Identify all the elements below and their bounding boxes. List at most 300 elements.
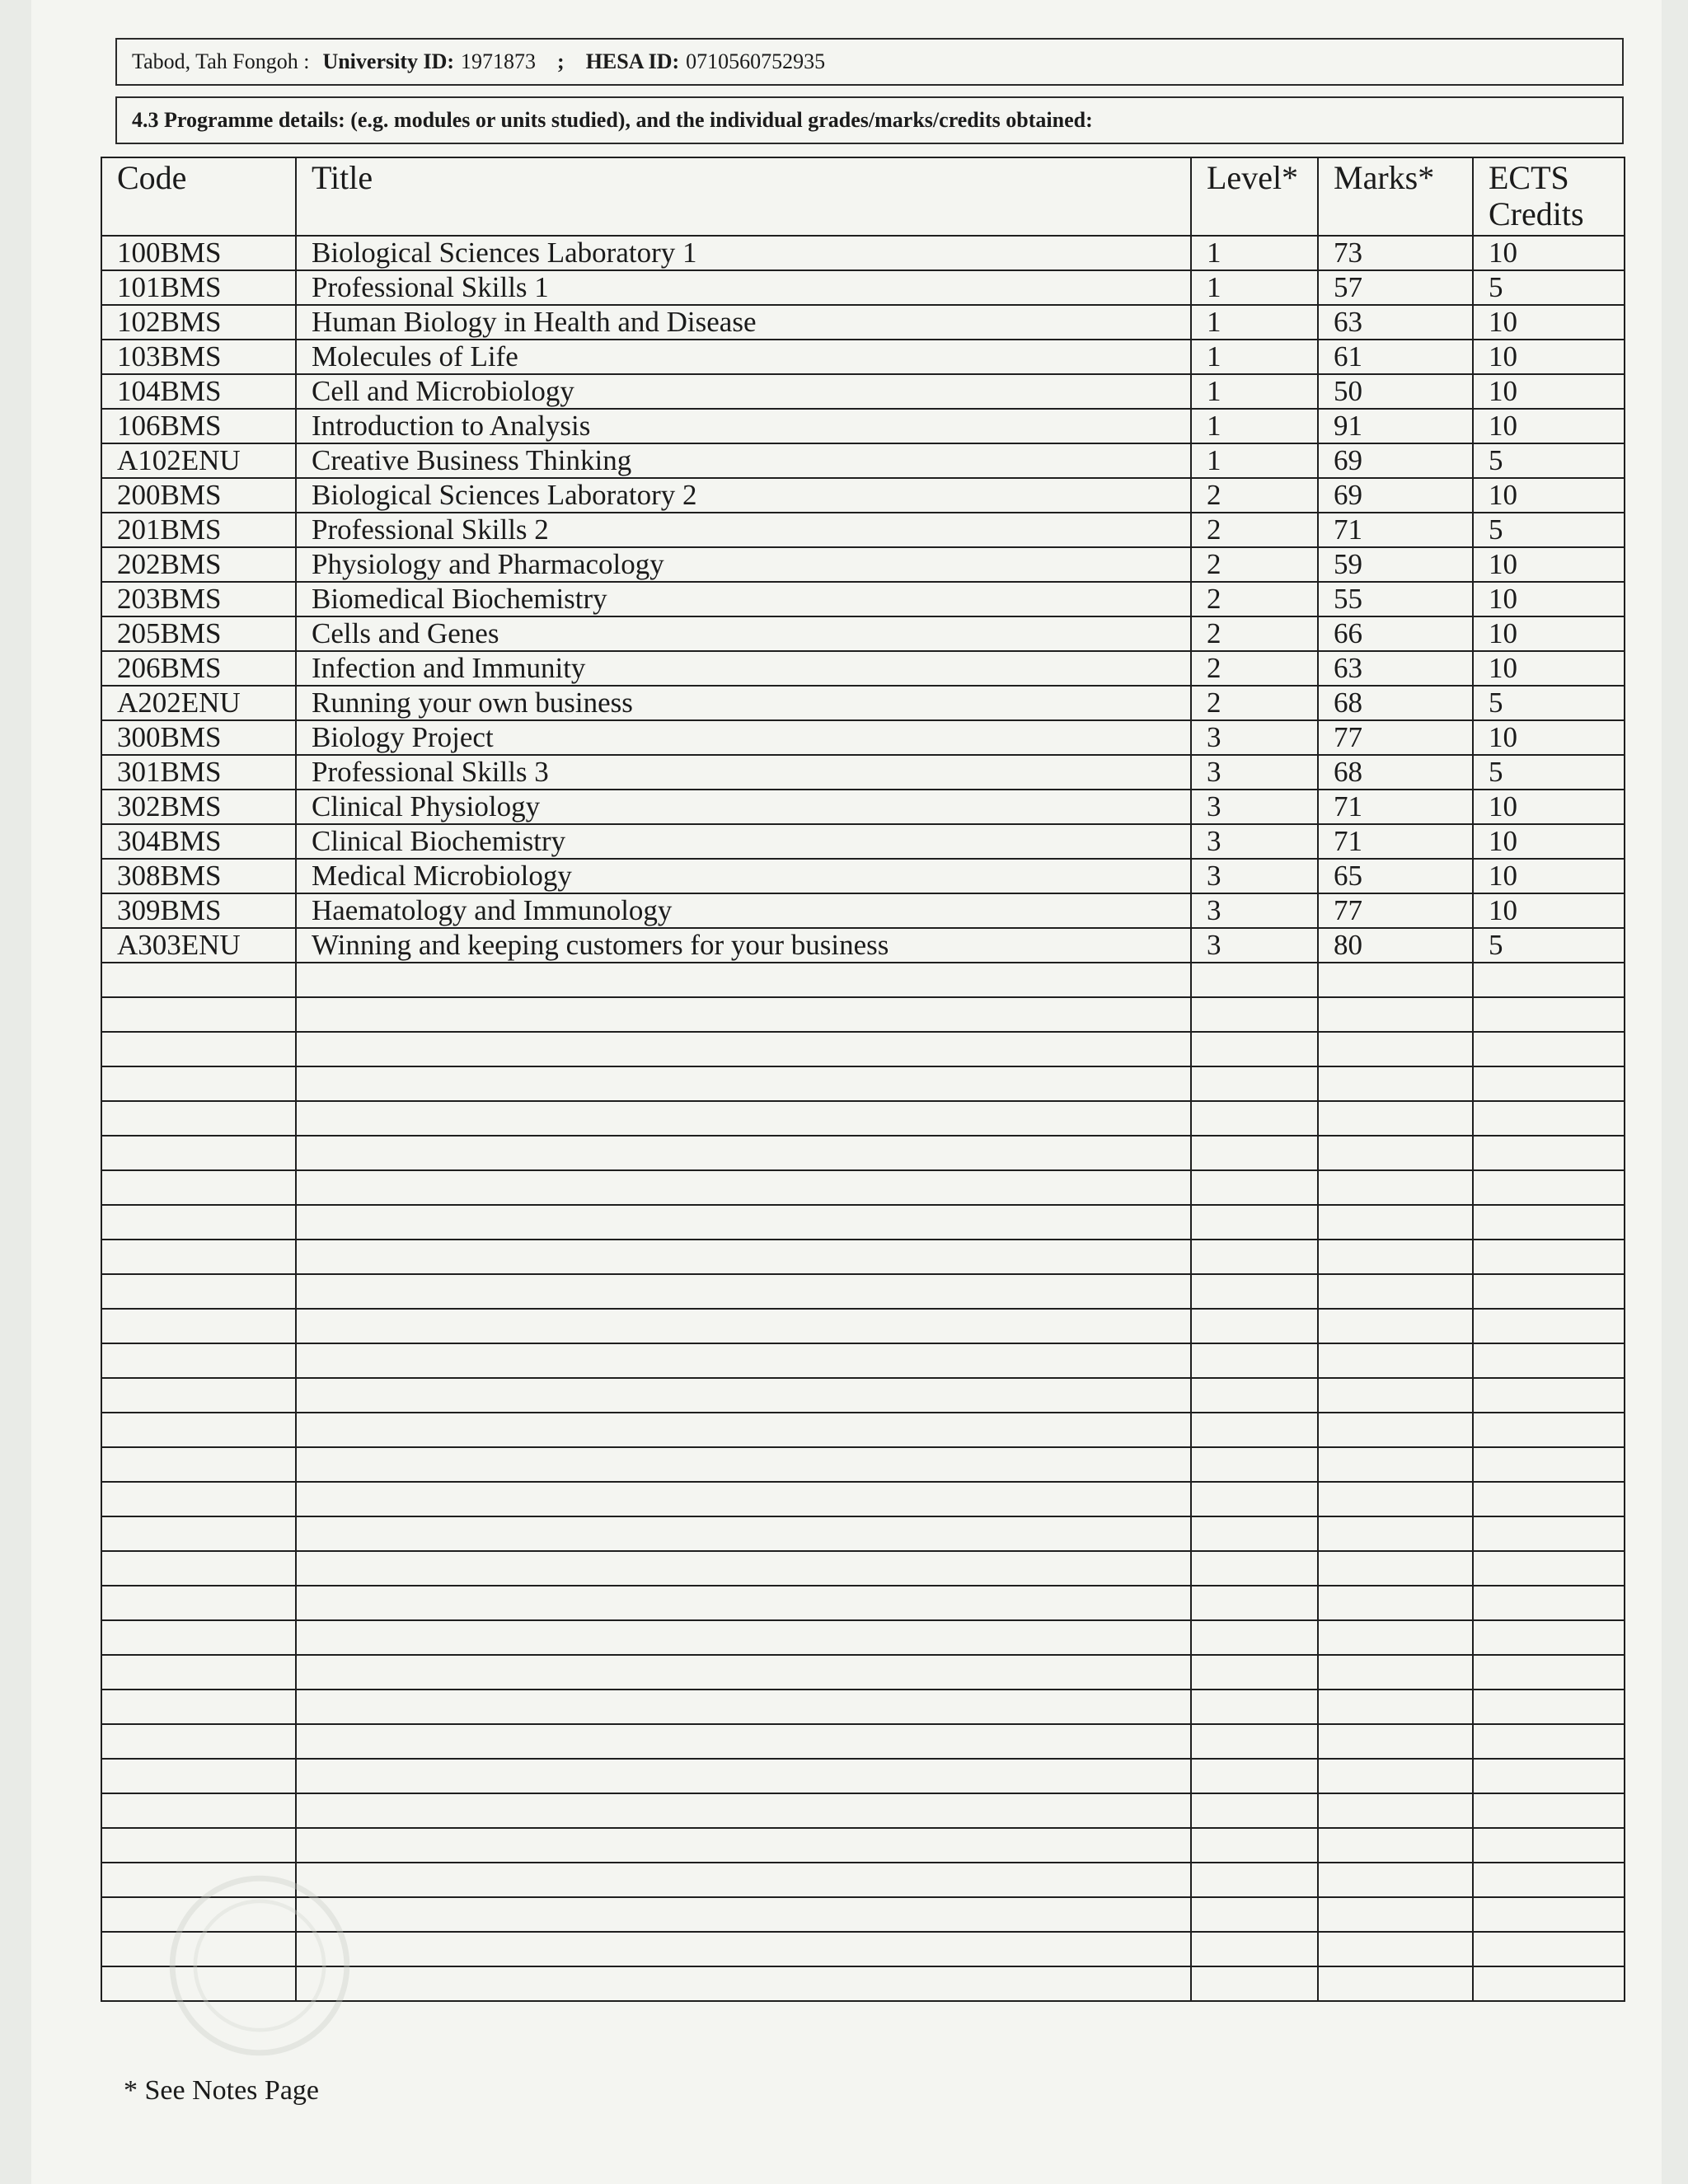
cell-title: Infection and Immunity xyxy=(296,651,1191,686)
empty-cell xyxy=(101,1240,296,1274)
empty-cell xyxy=(1473,1447,1625,1482)
empty-cell xyxy=(296,1690,1191,1724)
cell-marks: 65 xyxy=(1318,859,1473,893)
cell-level: 1 xyxy=(1191,409,1318,443)
empty-cell xyxy=(296,1343,1191,1378)
empty-cell xyxy=(1318,1897,1473,1932)
cell-ects: 5 xyxy=(1473,513,1625,547)
empty-cell xyxy=(1318,1032,1473,1066)
cell-title: Haematology and Immunology xyxy=(296,893,1191,928)
empty-cell xyxy=(1473,1551,1625,1586)
empty-cell xyxy=(296,1863,1191,1897)
cell-level: 1 xyxy=(1191,340,1318,374)
empty-cell xyxy=(1191,1413,1318,1447)
table-row xyxy=(101,928,1625,963)
empty-row xyxy=(101,1516,1625,1551)
empty-row xyxy=(101,1690,1625,1724)
empty-cell xyxy=(1191,1378,1318,1413)
cell-title: Biological Sciences Laboratory 2 xyxy=(296,478,1191,513)
cell-code: 103BMS xyxy=(101,340,296,374)
empty-cell xyxy=(1191,1343,1318,1378)
table-row xyxy=(101,409,1625,443)
table-row xyxy=(101,305,1625,340)
empty-cell xyxy=(296,1966,1191,2001)
empty-cell xyxy=(1191,1932,1318,1966)
empty-cell xyxy=(1191,1101,1318,1136)
cell-level: 2 xyxy=(1191,651,1318,686)
empty-cell xyxy=(101,997,296,1032)
empty-cell xyxy=(1318,1343,1473,1378)
cell-code: 205BMS xyxy=(101,616,296,651)
cell-level: 2 xyxy=(1191,547,1318,582)
cell-code: 203BMS xyxy=(101,582,296,616)
university-seal xyxy=(165,1871,354,2060)
cell-level: 1 xyxy=(1191,270,1318,305)
empty-row xyxy=(101,1655,1625,1690)
empty-row xyxy=(101,963,1625,997)
cell-level: 3 xyxy=(1191,790,1318,824)
empty-row xyxy=(101,1101,1625,1136)
empty-cell xyxy=(296,1170,1191,1205)
empty-cell xyxy=(1473,1309,1625,1343)
empty-cell xyxy=(1473,1897,1625,1932)
empty-cell xyxy=(1191,997,1318,1032)
cell-ects: 10 xyxy=(1473,720,1625,755)
cell-marks: 80 xyxy=(1318,928,1473,963)
empty-cell xyxy=(1318,1205,1473,1240)
table-row xyxy=(101,443,1625,478)
empty-cell xyxy=(296,1620,1191,1655)
empty-cell xyxy=(1473,1066,1625,1101)
empty-cell xyxy=(1191,1274,1318,1309)
empty-cell xyxy=(1318,997,1473,1032)
empty-row xyxy=(101,1482,1625,1516)
cell-title: Professional Skills 3 xyxy=(296,755,1191,790)
table-row xyxy=(101,859,1625,893)
empty-cell xyxy=(1318,1136,1473,1170)
empty-cell xyxy=(1473,1759,1625,1793)
empty-cell xyxy=(1318,1793,1473,1828)
cell-title: Winning and keeping customers for your business xyxy=(296,928,1191,963)
empty-row xyxy=(101,1724,1625,1759)
table-row xyxy=(101,790,1625,824)
empty-cell xyxy=(1473,1793,1625,1828)
empty-cell xyxy=(1318,1274,1473,1309)
table-row xyxy=(101,236,1625,270)
cell-ects: 10 xyxy=(1473,478,1625,513)
cell-code: 301BMS xyxy=(101,755,296,790)
empty-cell xyxy=(1318,1690,1473,1724)
empty-cell xyxy=(1318,963,1473,997)
table-row xyxy=(101,686,1625,720)
empty-row xyxy=(101,1378,1625,1413)
table-header-row xyxy=(101,157,1625,236)
cell-marks: 69 xyxy=(1318,478,1473,513)
empty-cell xyxy=(1191,1690,1318,1724)
empty-cell xyxy=(1318,1413,1473,1447)
cell-marks: 71 xyxy=(1318,513,1473,547)
cell-marks: 55 xyxy=(1318,582,1473,616)
cell-marks: 68 xyxy=(1318,755,1473,790)
cell-marks: 61 xyxy=(1318,340,1473,374)
cell-ects: 10 xyxy=(1473,824,1625,859)
table-row xyxy=(101,478,1625,513)
id-separator: ; xyxy=(557,49,565,73)
hesa-id-label: HESA ID: xyxy=(585,49,680,73)
cell-marks: 50 xyxy=(1318,374,1473,409)
empty-cell xyxy=(101,1170,296,1205)
empty-cell xyxy=(1191,1240,1318,1274)
cell-marks: 63 xyxy=(1318,651,1473,686)
empty-cell xyxy=(101,1793,296,1828)
empty-cell xyxy=(1473,1101,1625,1136)
empty-row xyxy=(101,1066,1625,1101)
empty-cell xyxy=(1473,1343,1625,1378)
cell-level: 1 xyxy=(1191,236,1318,270)
empty-row xyxy=(101,1136,1625,1170)
cell-title: Molecules of Life xyxy=(296,340,1191,374)
empty-cell xyxy=(1318,1863,1473,1897)
empty-cell xyxy=(101,1724,296,1759)
empty-cell xyxy=(1473,1690,1625,1724)
cell-title: Creative Business Thinking xyxy=(296,443,1191,478)
cell-title: Clinical Biochemistry xyxy=(296,824,1191,859)
empty-cell xyxy=(101,1482,296,1516)
cell-ects: 10 xyxy=(1473,547,1625,582)
cell-level: 3 xyxy=(1191,720,1318,755)
cell-level: 2 xyxy=(1191,616,1318,651)
empty-cell xyxy=(296,1240,1191,1274)
cell-marks: 57 xyxy=(1318,270,1473,305)
empty-row xyxy=(101,997,1625,1032)
cell-title: Cell and Microbiology xyxy=(296,374,1191,409)
header-ects-credits: ECTS Credits xyxy=(1473,157,1625,236)
cell-code: 309BMS xyxy=(101,893,296,928)
empty-cell xyxy=(1191,1897,1318,1932)
empty-cell xyxy=(1191,1551,1318,1586)
table-row xyxy=(101,616,1625,651)
cell-code: A202ENU xyxy=(101,686,296,720)
table-row xyxy=(101,547,1625,582)
empty-cell xyxy=(101,1586,296,1620)
empty-cell xyxy=(296,1309,1191,1343)
empty-cell xyxy=(296,1066,1191,1101)
cell-ects: 10 xyxy=(1473,651,1625,686)
empty-row xyxy=(101,1032,1625,1066)
cell-code: 104BMS xyxy=(101,374,296,409)
empty-cell xyxy=(1473,1932,1625,1966)
cell-code: 206BMS xyxy=(101,651,296,686)
empty-cell xyxy=(1191,1863,1318,1897)
empty-cell xyxy=(1191,1482,1318,1516)
cell-code: 200BMS xyxy=(101,478,296,513)
empty-cell xyxy=(101,1309,296,1343)
cell-level: 3 xyxy=(1191,893,1318,928)
empty-cell xyxy=(1318,1724,1473,1759)
cell-title: Professional Skills 1 xyxy=(296,270,1191,305)
empty-row xyxy=(101,1828,1625,1863)
empty-cell xyxy=(1473,1170,1625,1205)
table-row xyxy=(101,340,1625,374)
cell-code: 304BMS xyxy=(101,824,296,859)
cell-ects: 10 xyxy=(1473,893,1625,928)
cell-level: 2 xyxy=(1191,478,1318,513)
cell-ects: 5 xyxy=(1473,270,1625,305)
modules-table xyxy=(101,157,1625,2002)
cell-code: 302BMS xyxy=(101,790,296,824)
empty-cell xyxy=(1191,1170,1318,1205)
empty-cell xyxy=(101,1516,296,1551)
empty-row xyxy=(101,1759,1625,1793)
empty-cell xyxy=(1191,1793,1318,1828)
empty-cell xyxy=(1191,1586,1318,1620)
cell-title: Medical Microbiology xyxy=(296,859,1191,893)
empty-cell xyxy=(101,1343,296,1378)
empty-row xyxy=(101,1309,1625,1343)
empty-cell xyxy=(1473,997,1625,1032)
footnote: * See Notes Page xyxy=(124,2075,320,2106)
cell-title: Biomedical Biochemistry xyxy=(296,582,1191,616)
table-row xyxy=(101,893,1625,928)
empty-cell xyxy=(1191,1620,1318,1655)
empty-cell xyxy=(296,1759,1191,1793)
empty-cell xyxy=(101,1032,296,1066)
cell-ects: 10 xyxy=(1473,374,1625,409)
empty-cell xyxy=(101,1759,296,1793)
cell-marks: 91 xyxy=(1318,409,1473,443)
empty-cell xyxy=(296,1101,1191,1136)
empty-cell xyxy=(1191,1066,1318,1101)
cell-ects: 5 xyxy=(1473,443,1625,478)
empty-cell xyxy=(101,1828,296,1863)
cell-marks: 69 xyxy=(1318,443,1473,478)
empty-row xyxy=(101,1447,1625,1482)
cell-code: A102ENU xyxy=(101,443,296,478)
empty-cell xyxy=(101,1205,296,1240)
empty-cell xyxy=(1473,1863,1625,1897)
cell-code: 300BMS xyxy=(101,720,296,755)
table-row xyxy=(101,720,1625,755)
empty-cell xyxy=(296,1655,1191,1690)
empty-cell xyxy=(296,1932,1191,1966)
cell-code: 100BMS xyxy=(101,236,296,270)
cell-level: 3 xyxy=(1191,755,1318,790)
cell-ects: 10 xyxy=(1473,582,1625,616)
cell-code: 106BMS xyxy=(101,409,296,443)
empty-cell xyxy=(1191,1516,1318,1551)
empty-cell xyxy=(1191,1828,1318,1863)
empty-cell xyxy=(296,1274,1191,1309)
empty-cell xyxy=(1473,1413,1625,1447)
cell-code: 102BMS xyxy=(101,305,296,340)
header-level: Level* xyxy=(1191,157,1318,236)
empty-cell xyxy=(1191,1309,1318,1343)
empty-cell xyxy=(1318,1551,1473,1586)
empty-cell xyxy=(1318,1828,1473,1863)
empty-cell xyxy=(1473,1966,1625,2001)
empty-cell xyxy=(1473,1482,1625,1516)
cell-marks: 63 xyxy=(1318,305,1473,340)
cell-title: Introduction to Analysis xyxy=(296,409,1191,443)
empty-cell xyxy=(1473,963,1625,997)
empty-cell xyxy=(296,1724,1191,1759)
empty-cell xyxy=(1191,1205,1318,1240)
empty-cell xyxy=(101,1136,296,1170)
empty-cell xyxy=(296,1032,1191,1066)
cell-level: 1 xyxy=(1191,443,1318,478)
table-row xyxy=(101,755,1625,790)
section-heading: 4.3 Programme details: (e.g. modules or units studied), and the individual grades/marks/credits obtained: xyxy=(132,108,1093,132)
empty-cell xyxy=(1318,1620,1473,1655)
student-id-box xyxy=(115,38,1624,86)
empty-cell xyxy=(1318,1966,1473,2001)
cell-ects: 5 xyxy=(1473,755,1625,790)
empty-cell xyxy=(1191,963,1318,997)
cell-title: Professional Skills 2 xyxy=(296,513,1191,547)
cell-code: A303ENU xyxy=(101,928,296,963)
empty-cell xyxy=(1318,1586,1473,1620)
table-row xyxy=(101,651,1625,686)
cell-title: Cells and Genes xyxy=(296,616,1191,651)
empty-cell xyxy=(296,1482,1191,1516)
cell-marks: 71 xyxy=(1318,824,1473,859)
empty-row xyxy=(101,1343,1625,1378)
empty-cell xyxy=(296,1586,1191,1620)
empty-cell xyxy=(296,1413,1191,1447)
empty-row xyxy=(101,1274,1625,1309)
empty-cell xyxy=(101,1551,296,1586)
section-heading-box xyxy=(115,96,1624,144)
empty-cell xyxy=(101,963,296,997)
empty-cell xyxy=(1318,1516,1473,1551)
empty-cell xyxy=(101,1655,296,1690)
cell-level: 2 xyxy=(1191,582,1318,616)
empty-cell xyxy=(296,1378,1191,1413)
table-row xyxy=(101,270,1625,305)
university-id-value: 1971873 xyxy=(461,49,537,73)
empty-cell xyxy=(296,1136,1191,1170)
empty-cell xyxy=(296,1516,1191,1551)
cell-code: 202BMS xyxy=(101,547,296,582)
empty-cell xyxy=(101,1101,296,1136)
empty-cell xyxy=(1473,1274,1625,1309)
empty-cell xyxy=(101,1620,296,1655)
cell-level: 2 xyxy=(1191,686,1318,720)
cell-level: 3 xyxy=(1191,824,1318,859)
empty-cell xyxy=(1473,1620,1625,1655)
empty-cell xyxy=(101,1690,296,1724)
header-title: Title xyxy=(296,157,1191,236)
empty-cell xyxy=(1318,1447,1473,1482)
empty-cell xyxy=(101,1274,296,1309)
cell-code: 201BMS xyxy=(101,513,296,547)
empty-cell xyxy=(1473,1516,1625,1551)
empty-cell xyxy=(1318,1170,1473,1205)
empty-cell xyxy=(1191,1136,1318,1170)
empty-cell xyxy=(101,1447,296,1482)
empty-cell xyxy=(296,1205,1191,1240)
cell-ects: 10 xyxy=(1473,305,1625,340)
cell-level: 2 xyxy=(1191,513,1318,547)
empty-cell xyxy=(1473,1724,1625,1759)
empty-cell xyxy=(1191,1759,1318,1793)
empty-cell xyxy=(1191,1447,1318,1482)
empty-cell xyxy=(1318,1240,1473,1274)
cell-title: Biological Sciences Laboratory 1 xyxy=(296,236,1191,270)
empty-cell xyxy=(1318,1759,1473,1793)
empty-row xyxy=(101,1205,1625,1240)
cell-ects: 5 xyxy=(1473,928,1625,963)
header-marks: Marks* xyxy=(1318,157,1473,236)
cell-marks: 59 xyxy=(1318,547,1473,582)
empty-cell xyxy=(1473,1032,1625,1066)
empty-cell xyxy=(1318,1378,1473,1413)
cell-ects: 10 xyxy=(1473,859,1625,893)
cell-marks: 71 xyxy=(1318,790,1473,824)
cell-marks: 66 xyxy=(1318,616,1473,651)
empty-cell xyxy=(1473,1240,1625,1274)
empty-cell xyxy=(296,1828,1191,1863)
table-row xyxy=(101,374,1625,409)
cell-ects: 10 xyxy=(1473,236,1625,270)
empty-row xyxy=(101,1551,1625,1586)
cell-code: 101BMS xyxy=(101,270,296,305)
empty-cell xyxy=(1318,1101,1473,1136)
empty-cell xyxy=(1473,1205,1625,1240)
hesa-id-value: 0710560752935 xyxy=(686,49,826,73)
table-row xyxy=(101,582,1625,616)
cell-level: 1 xyxy=(1191,305,1318,340)
cell-level: 3 xyxy=(1191,859,1318,893)
empty-cell xyxy=(1473,1378,1625,1413)
cell-title: Running your own business xyxy=(296,686,1191,720)
cell-ects: 10 xyxy=(1473,616,1625,651)
empty-cell xyxy=(1473,1655,1625,1690)
table-row xyxy=(101,824,1625,859)
cell-title: Biology Project xyxy=(296,720,1191,755)
cell-ects: 5 xyxy=(1473,686,1625,720)
header-code: Code xyxy=(101,157,296,236)
cell-marks: 77 xyxy=(1318,893,1473,928)
empty-cell xyxy=(1473,1136,1625,1170)
cell-title: Physiology and Pharmacology xyxy=(296,547,1191,582)
cell-marks: 77 xyxy=(1318,720,1473,755)
empty-row xyxy=(101,1413,1625,1447)
empty-cell xyxy=(1318,1482,1473,1516)
empty-row xyxy=(101,1170,1625,1205)
empty-cell xyxy=(296,997,1191,1032)
cell-level: 1 xyxy=(1191,374,1318,409)
empty-cell xyxy=(296,963,1191,997)
empty-cell xyxy=(296,1793,1191,1828)
empty-cell xyxy=(1318,1309,1473,1343)
cell-title: Human Biology in Health and Disease xyxy=(296,305,1191,340)
empty-cell xyxy=(1318,1655,1473,1690)
cell-ects: 10 xyxy=(1473,790,1625,824)
university-id-label: University ID: xyxy=(322,49,455,73)
cell-ects: 10 xyxy=(1473,340,1625,374)
empty-cell xyxy=(1473,1586,1625,1620)
empty-cell xyxy=(1191,1724,1318,1759)
empty-cell xyxy=(1191,1032,1318,1066)
empty-cell xyxy=(296,1897,1191,1932)
empty-cell xyxy=(101,1378,296,1413)
empty-row xyxy=(101,1620,1625,1655)
cell-title: Clinical Physiology xyxy=(296,790,1191,824)
cell-ects: 10 xyxy=(1473,409,1625,443)
empty-cell xyxy=(296,1551,1191,1586)
empty-cell xyxy=(1191,1655,1318,1690)
